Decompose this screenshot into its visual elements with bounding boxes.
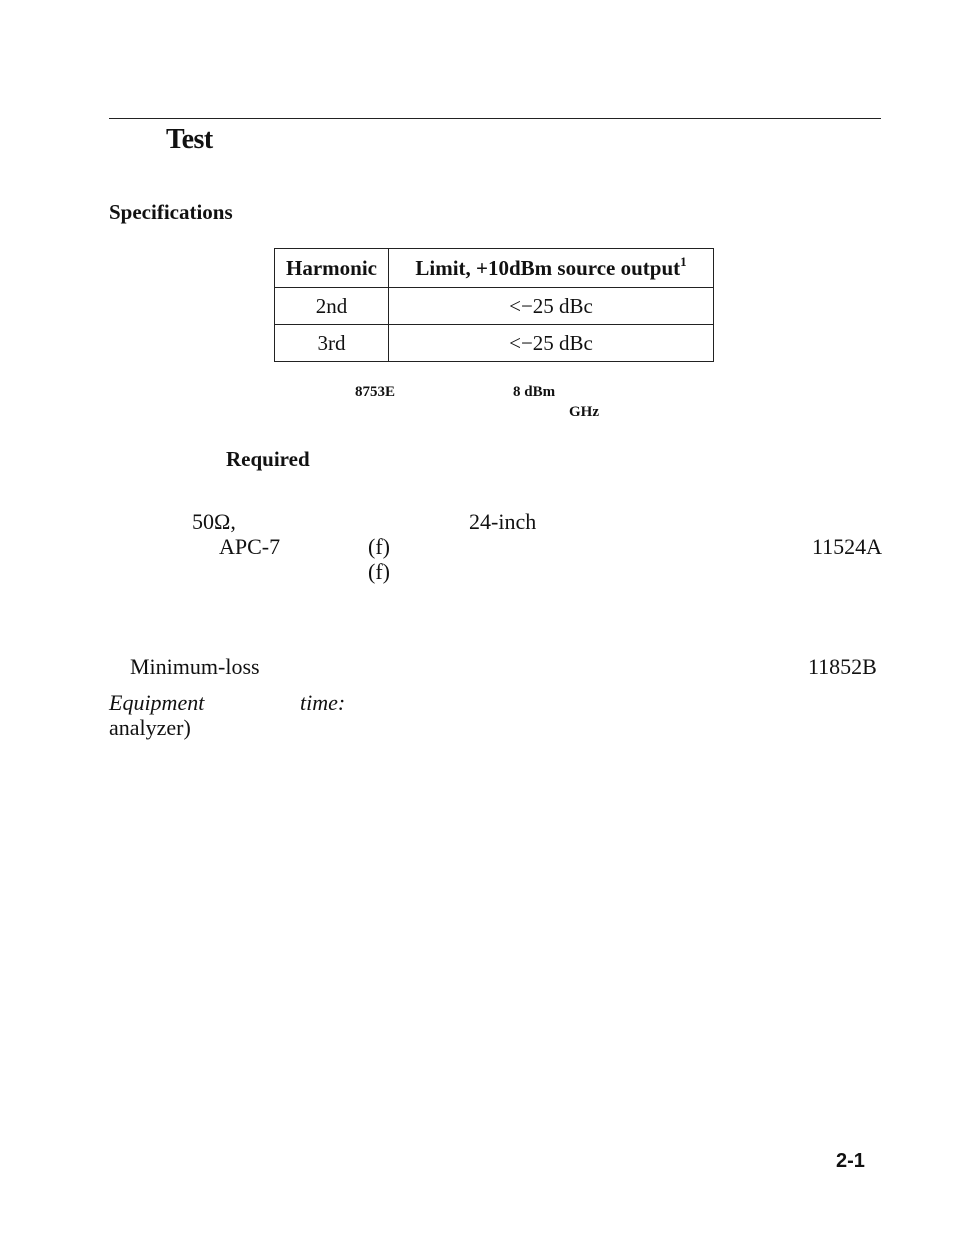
header-limit-text: Limit, +10dBm source output [415, 255, 681, 280]
equipment-item: (f) [368, 559, 390, 584]
table-header-row [275, 249, 714, 288]
row-limit: <−25 dBc [389, 288, 714, 325]
specifications-heading: Specifications [109, 200, 233, 224]
footnote-unit: GHz [569, 404, 599, 420]
row-harmonic: 3rd [275, 325, 389, 362]
harmonic-spec-table [274, 248, 714, 362]
required-heading: Required [226, 447, 310, 471]
equipment-time-label: time: [300, 690, 346, 715]
equipment-part-number: 11524A [812, 534, 883, 559]
header-limit [389, 249, 714, 288]
footnote-model: 8753E [355, 384, 396, 400]
row-limit: <−25 dBc [389, 325, 714, 362]
row-harmonic: 2nd [275, 288, 389, 325]
equipment-item: APC-7 [219, 534, 281, 559]
equipment-time-label: Equipment [109, 690, 205, 715]
equipment-item: Minimum-loss [130, 654, 260, 679]
equipment-item: 24-inch [469, 509, 537, 534]
page-number: 2-1 [836, 1150, 865, 1172]
equipment-item: (f) [368, 534, 390, 559]
top-rule [109, 118, 881, 119]
equipment-time-tail: analyzer) [109, 715, 191, 740]
table-row [275, 288, 714, 325]
footnote-power: 8 dBm [513, 384, 556, 400]
header-harmonic: Harmonic [275, 249, 389, 288]
equipment-part-number: 11852B [808, 654, 877, 679]
page-title: Test [166, 124, 213, 155]
equipment-item: 50Ω, [192, 509, 236, 534]
footnote-mark: 1 [680, 253, 687, 269]
table-row [275, 325, 714, 362]
